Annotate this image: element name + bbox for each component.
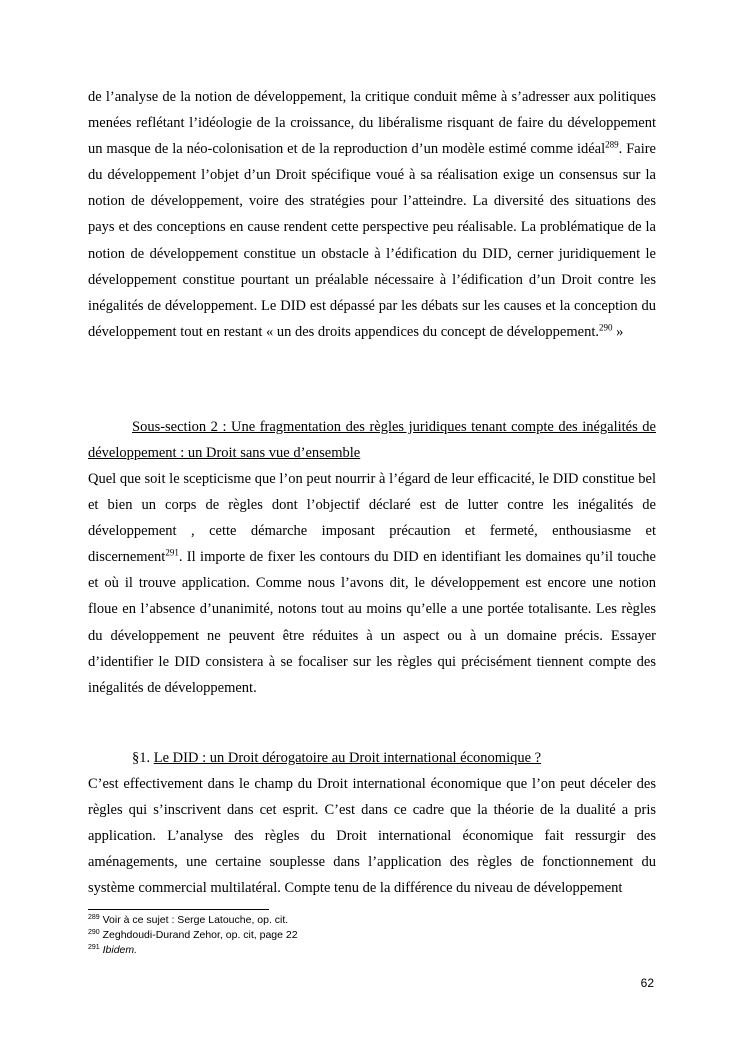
section-heading-number: §1. — [132, 750, 154, 766]
footnote-number: 291 — [88, 944, 100, 952]
paragraph-3 — [88, 771, 656, 901]
footnote-text: Ibidem. — [99, 944, 138, 956]
section-heading-title: Le DID : un Droit dérogatoire au Droit international économique ? — [153, 750, 542, 766]
subsection-heading-text: Sous-section 2 : Une fragmentation des règles juridiques tenant compte des inégalités de développement : un Droit sans vue d’ensemble — [88, 419, 656, 462]
footnote-text: Voir à ce sujet : Serge Latouche, op. cit. — [99, 914, 289, 926]
paragraph-1-text-c: » — [612, 323, 624, 340]
paragraph-2 — [88, 466, 656, 701]
paragraph-1-text-b: . Faire du développement l’objet d’un Droit spécifique voué à sa réalisation exige un consensus sur la notion de développement, voire des stratégies pour l’atteindre. La diversité des situations des pays et des conceptions en cause rendent cette perspective peu réalisable. La problématique de la notion de développement constitue un obstacle à l’édification du DID, cerner juridiquement le développement constitue pourtant un préalable nécessaire à l’édification d’un Droit contre les inégalités de développement. Le DID est dépassé par les débats sur les causes et la conception du développement tout en restant « un des droits appendices du concept de développement. — [88, 141, 656, 340]
paragraph-1 — [88, 84, 656, 345]
section-heading — [88, 745, 656, 771]
footnote-ref-289[interactable]: 289 — [605, 139, 619, 150]
footnote-number: 289 — [88, 914, 100, 922]
footnote-ref-290[interactable]: 290 — [598, 322, 613, 333]
footnotes — [88, 913, 656, 958]
footnote-290 — [88, 928, 656, 943]
footnote-number: 290 — [88, 929, 100, 937]
footnote-291 — [88, 943, 656, 958]
paragraph-2-text-b: . Il importe de fixer les contours du DID en identifiant les domaines qu’il touche et où il trouve application. Comme nous l’avons dit, le développement est encore une notion floue en l’absence d’unanimité, notons tout au moins qu’elle a une portée totalisante. Les règles du développement ne peuvent être réduites à un aspect ou à un domaine précis. Essayer d’identifier le DID consistera à se focaliser sur les règles qui précisément tiennent compte des inégalités de développement. — [88, 549, 656, 696]
paragraph-3-text: C’est effectivement dans le champ du Droit international économique que l’on peut déceler des règles qui s’inscrivent dans cet esprit. C’est dans ce cadre que la théorie de la dualité a pris application. L’analyse des règles du Droit international économique fait ressurgir des aménagements, une certaine souplesse dans l’application des règles de fonctionnement du système commercial multilatéral. Compte tenu de la différence du niveau de développement — [88, 776, 656, 897]
subsection-heading — [88, 414, 656, 466]
footnote-289 — [88, 913, 656, 928]
footnote-ref-291[interactable]: 291 — [165, 547, 179, 558]
page-number: 62 — [640, 976, 654, 990]
footnote-text: Zeghdoudi-Durand Zehor, op. cit, page 22 — [99, 929, 298, 941]
paragraph-2-text-a: Quel que soit le scepticisme que l’on peut nourrir à l’égard de leur efficacité, le DID constitue bel et bien un corps de règles dont l’objectif déclaré est de lutter contre les inégalités de développement , cette démarche imposant précaution et fermeté, enthousiasme et discernement — [88, 471, 656, 566]
paragraph-1-text-a: de l’analyse de la notion de développement, la critique conduit même à s’adresser aux politiques menées reflétant l’idéologie de la croissance, du libéralisme risquant de faire du développement un masque de la néo-colonisation et de la reproduction d’un modèle estimé comme idéal — [88, 89, 656, 158]
footnote-separator — [88, 909, 269, 910]
